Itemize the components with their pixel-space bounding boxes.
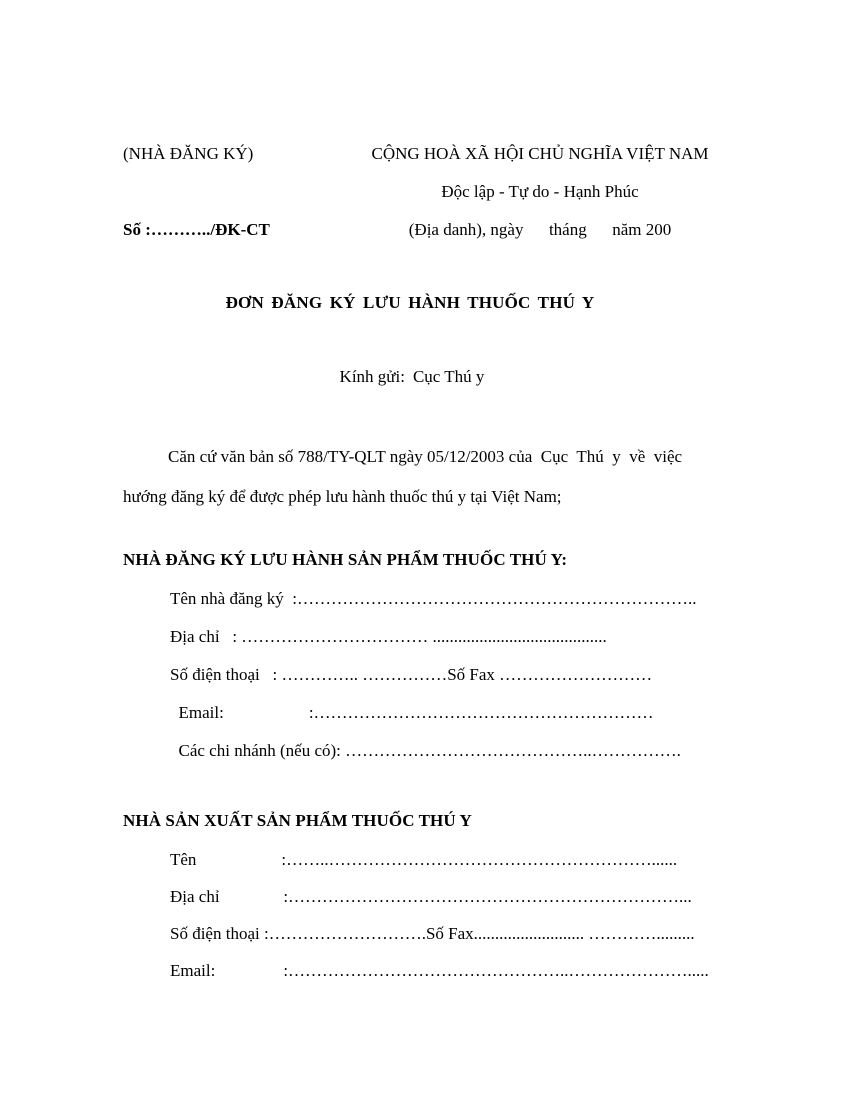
field-manufacturer-name: Tên :……..…………………………………………………...... — [170, 850, 678, 869]
salutation-recipient: Cục Thú y — [412, 367, 485, 386]
field-registrant-branches: Các chi nhánh (nếu có): ……………………………………..……………. — [170, 741, 681, 760]
page-title: ĐƠN ĐĂNG KÝ LƯU HÀNH THUỐC THÚ Y — [225, 293, 595, 312]
national-motto: Độc lập - Tự do - Hạnh Phúc — [441, 182, 639, 201]
document-header — [0, 0, 850, 260]
national-title: CỘNG HOÀ XÃ HỘI CHỦ NGHĨA VIỆT NAM — [371, 144, 709, 163]
preamble — [123, 437, 710, 517]
registrant-label: (NHÀ ĐĂNG KÝ) — [123, 144, 254, 163]
preamble-line-2: hướng đăng ký để được phép lưu hành thuốc thú y tại Việt Nam; — [123, 487, 562, 506]
field-registrant-email: Email: :…………………………………………………… — [170, 703, 654, 722]
field-manufacturer-phone-fax: Số điện thoại :……………………….Số Fax.......................... …………......... — [170, 924, 695, 943]
field-registrant-name: Tên nhà đăng ký :…………………………………………………………….. — [170, 589, 697, 608]
field-registrant-phone-fax: Số điện thoại : ………….. ……………Số Fax ……………………… — [170, 665, 653, 684]
manufacturer-fields — [170, 849, 850, 982]
place-date-line: (Địa danh), ngày tháng năm 200 — [408, 220, 672, 239]
registrant-fields — [170, 588, 850, 762]
salutation — [0, 366, 824, 388]
registrant-section-heading: NHÀ ĐĂNG KÝ LƯU HÀNH SẢN PHẨM THUỐC THÚ Y: — [123, 550, 568, 569]
field-registrant-address: Địa chỉ : …………………………… ......................................... — [170, 627, 607, 646]
field-manufacturer-email: Email: :…………………………………………..…………………..... — [170, 961, 709, 980]
manufacturer-section-heading: NHÀ SẢN XUẤT SẢN PHẨM THUỐC THÚ Y — [123, 811, 472, 830]
preamble-line-1: Căn cứ văn bản số 788/TY-QLT ngày 05/12/2003 của Cục Thú y về việc — [168, 447, 683, 466]
salutation-label: Kính gửi: — [339, 367, 405, 386]
field-manufacturer-address: Địa chỉ :……………………………………………………………... — [170, 887, 692, 906]
document-number: Số :………../ĐK-CT — [123, 220, 270, 239]
